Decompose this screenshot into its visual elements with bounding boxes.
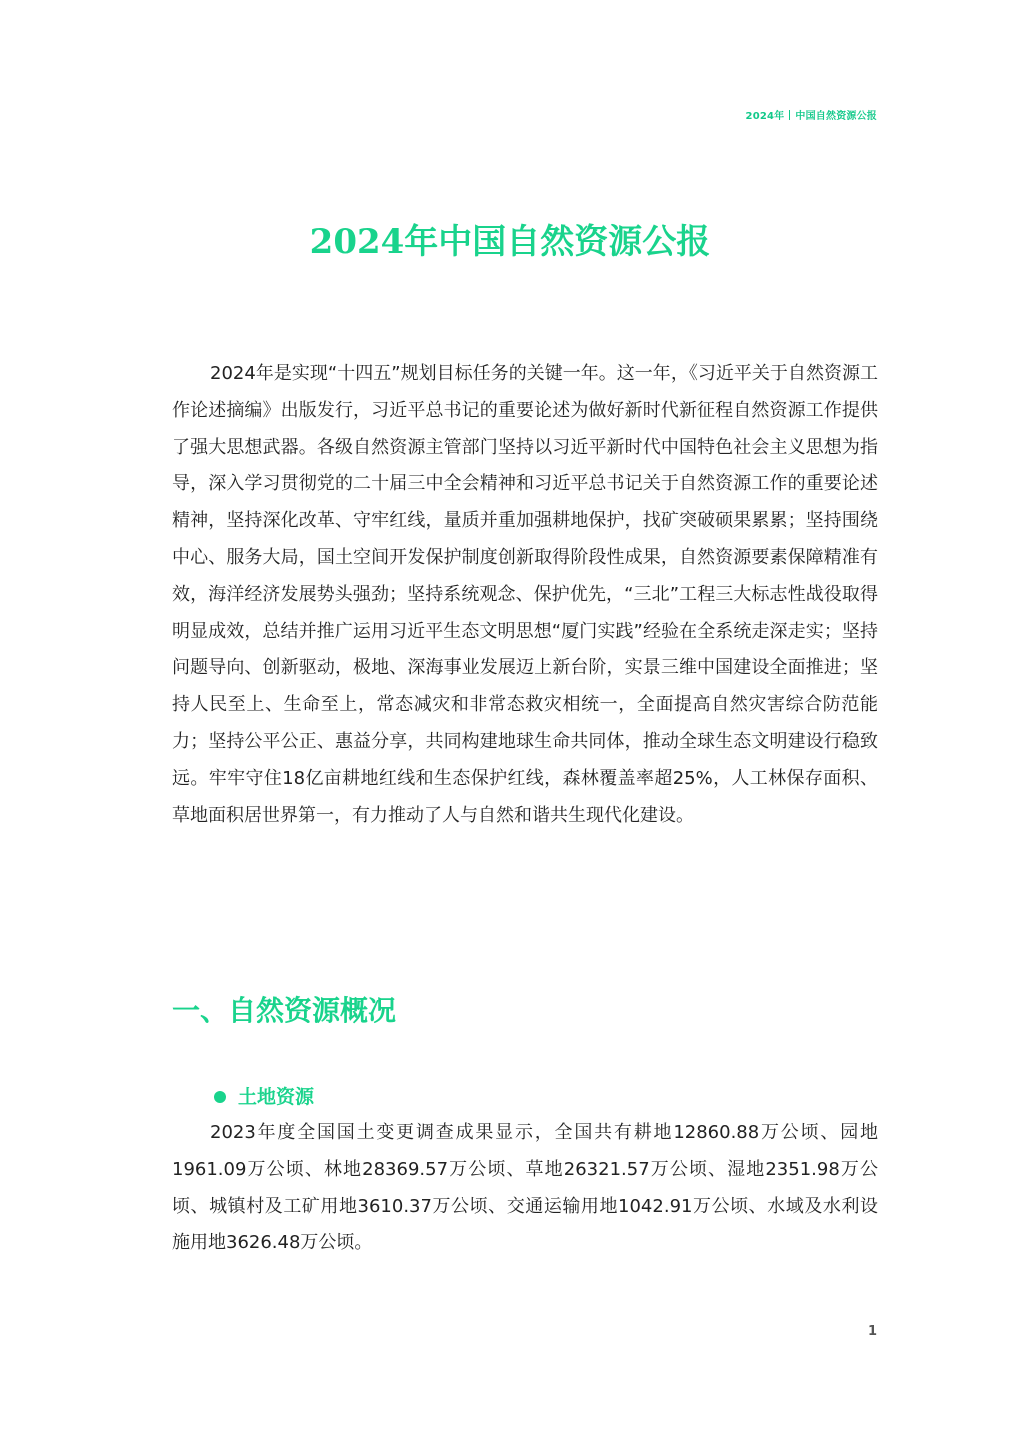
- header-report-name: 中国自然资源公报: [795, 111, 877, 122]
- page-number: 1: [867, 1324, 877, 1339]
- intro-paragraph: 2024年是实现“十四五”规划目标任务的关键一年。这一年，《习近平关于自然资源工作论述摘编》出版发行，习近平总书记的重要论述为做好新时代新征程自然资源工作提供了强大思想武器。各级自然资源主管部门坚持以习近平新时代中国特色社会主义思想为指导，深入学习贯彻党的二十届三中全会精神和习近平总书记关于自然资源工作的重要论述精神，坚持深化改革、守牢红线，量质并重加强耕地保护，找矿突破硕果累累；坚持围绕中心、服务大局，国土空间开发保护制度创新取得阶段性成果，自然资源要素保障精准有效，海洋经济发展势头强劲；坚持系统观念、保护优先，“三北”工程三大标志性战役取得明显成效，总结并推广运用习近平生态文明思想“厦门实践”经验在全系统走深走实；坚持问题导向、创新驱动，极地、深海事业发展迈上新台阶，实景三维中国建设全面推进；坚持人民至上、生命至上，常态减灾和非常态救灾相统一，全面提高自然灾害综合防范能力；坚持公平公正、惠益分享，共同构建地球生命共同体，推动全球生态文明建设行稳致远。牢牢守住18亿亩耕地红线和生态保护红线，森林覆盖率超25%，人工林保存面积、草地面积居世界第一，有力推动了人与自然和谐共生现代化建设。: [172, 363, 878, 826]
- document-title: 2024年中国自然资源公报: [309, 222, 711, 262]
- header-year: 2024年: [745, 111, 785, 122]
- section-heading-natural-resources-overview: 一、自然资源概况: [172, 994, 397, 1027]
- subsection-land-resources: [214, 1083, 314, 1111]
- bullet-dot-icon: [214, 1091, 226, 1103]
- land-resources-paragraph: 2023年度全国国土变更调查成果显示，全国共有耕地12860.88万公顷、园地1961.09万公顷、林地28369.57万公顷、草地26321.57万公顷、湿地2351.98万公顷、城镇村及工矿用地3610.37万公顷、交通运输用地1042.91万公顷、水域及水利设施用地3626.48万公顷。: [172, 1122, 878, 1254]
- header-divider: [789, 110, 790, 120]
- subsection-heading: 土地资源: [238, 1086, 315, 1108]
- running-header: [746, 107, 877, 122]
